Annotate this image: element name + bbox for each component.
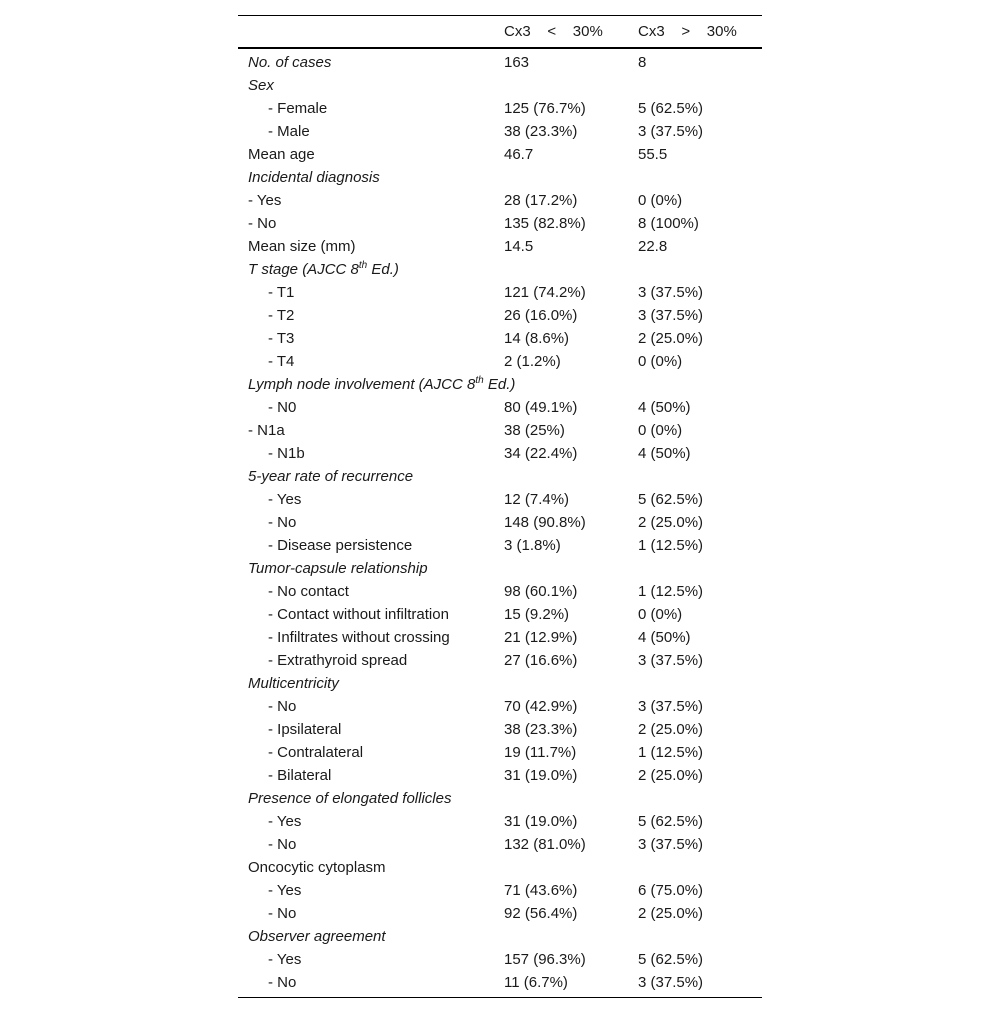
value-cx3-above-30: 22.8 [638, 238, 668, 255]
value-cx3-below-30: 38 (23.3%) [504, 123, 578, 140]
table-row [238, 557, 762, 580]
table-bottom-rule [238, 997, 762, 998]
row-label-text: - T3 [268, 330, 295, 347]
table-row [238, 304, 762, 327]
row-label [268, 974, 296, 992]
value-cx3-above-30: 4 (50%) [638, 399, 691, 416]
row-label [268, 583, 349, 601]
value-cx3-above-30: 4 (50%) [638, 445, 691, 462]
row-label [268, 514, 296, 532]
row-label-text: - Contact without infiltration [268, 606, 449, 623]
row-label [268, 836, 296, 854]
value-cx3-above-30: 2 (25.0%) [638, 721, 704, 738]
value-cx3-above-30: 0 (0%) [638, 353, 683, 370]
row-label [248, 859, 386, 877]
row-label-text: - N1b [268, 445, 305, 462]
table-row [238, 51, 762, 74]
row-label-text: - No [268, 698, 297, 715]
row-label-text: - No [268, 974, 297, 991]
table-row [238, 695, 762, 718]
table-row [238, 580, 762, 603]
value-cx3-below-30: 92 (56.4%) [504, 905, 578, 922]
value-cx3-below-30: 34 (22.4%) [504, 445, 578, 462]
row-label-text: - No [268, 836, 297, 853]
row-label [268, 353, 294, 371]
row-label [268, 744, 363, 762]
value-cx3-above-30: 5 (62.5%) [638, 100, 704, 117]
row-label-text: Presence of elongated follicles [248, 790, 452, 807]
row-label-text: Mean size (mm) [248, 238, 356, 255]
value-cx3-below-30: 70 (42.9%) [504, 698, 578, 715]
row-label [248, 928, 386, 946]
row-label-text: - T1 [268, 284, 295, 301]
table-row [238, 143, 762, 166]
row-label-text: - T4 [268, 353, 295, 370]
value-cx3-below-30: 125 (76.7%) [504, 100, 586, 117]
value-cx3-above-30: 8 (100%) [638, 215, 699, 232]
row-label [268, 767, 331, 785]
row-label [248, 215, 276, 233]
row-label-text: - No [268, 905, 297, 922]
value-cx3-above-30: 4 (50%) [638, 629, 691, 646]
row-label [268, 399, 296, 417]
row-label [268, 905, 296, 923]
row-label [248, 77, 274, 95]
value-cx3-below-30: 46.7 [504, 146, 534, 163]
row-label-text: Lymph node involvement (AJCC 8 [248, 376, 476, 393]
value-cx3-above-30: 2 (25.0%) [638, 514, 704, 531]
value-cx3-below-30: 163 [504, 54, 530, 71]
row-label [248, 675, 339, 693]
row-label-text: - Yes [268, 882, 302, 899]
row-label [248, 146, 315, 164]
table-row [238, 856, 762, 879]
table-body [238, 49, 762, 997]
value-cx3-above-30: 2 (25.0%) [638, 767, 704, 784]
row-label-text: - Contralateral [268, 744, 364, 761]
value-cx3-above-30: 3 (37.5%) [638, 836, 704, 853]
row-label-text: 5-year rate of recurrence [248, 468, 414, 485]
value-cx3-below-30: 28 (17.2%) [504, 192, 578, 209]
value-cx3-below-30: 31 (19.0%) [504, 813, 578, 830]
value-cx3-above-30: 3 (37.5%) [638, 652, 704, 669]
row-label-text: Mean age [248, 146, 315, 163]
value-cx3-below-30: 121 (74.2%) [504, 284, 586, 301]
value-cx3-above-30: 2 (25.0%) [638, 905, 704, 922]
table-row [238, 511, 762, 534]
table-row [238, 419, 762, 442]
value-cx3-below-30: 11 (6.7%) [504, 974, 568, 991]
row-label-text: - Yes [268, 491, 302, 508]
row-label-text: - Ipsilateral [268, 721, 342, 738]
value-cx3-above-30: 1 (12.5%) [638, 537, 704, 554]
header-cx3-below-30: Cx3 < 30% [504, 23, 603, 40]
value-cx3-below-30: 157 (96.3%) [504, 951, 586, 968]
table-row [238, 534, 762, 557]
value-cx3-below-30: 148 (90.8%) [504, 514, 586, 531]
table-row [238, 281, 762, 304]
row-label [248, 261, 399, 279]
value-cx3-below-30: 19 (11.7%) [504, 744, 577, 761]
row-label [248, 238, 356, 256]
row-label [268, 445, 305, 463]
row-label-text: - N1a [248, 422, 285, 439]
table-row [238, 350, 762, 373]
value-cx3-above-30: 5 (62.5%) [638, 951, 704, 968]
table-row [238, 396, 762, 419]
row-label-text: Oncocytic cytoplasm [248, 859, 386, 876]
row-label [268, 882, 301, 900]
row-label [268, 698, 296, 716]
row-label [268, 330, 294, 348]
value-cx3-above-30: 2 (25.0%) [638, 330, 704, 347]
row-label-text: Observer agreement [248, 928, 386, 945]
row-label-text: - T2 [268, 307, 295, 324]
value-cx3-below-30: 38 (25%) [504, 422, 565, 439]
row-label [268, 721, 341, 739]
header-cx3-above-30: Cx3 > 30% [638, 23, 737, 40]
value-cx3-below-30: 2 (1.2%) [504, 353, 561, 370]
row-label-text: Multicentricity [248, 675, 339, 692]
row-label [248, 790, 451, 808]
table-row [238, 120, 762, 143]
row-label [248, 54, 331, 72]
table-row [238, 465, 762, 488]
row-label-text: - Infiltrates without crossing [268, 629, 450, 646]
row-label [268, 100, 327, 118]
table-row [238, 810, 762, 833]
value-cx3-below-30: 15 (9.2%) [504, 606, 570, 623]
row-label-text: Sex [248, 77, 274, 94]
value-cx3-below-30: 26 (16.0%) [504, 307, 578, 324]
table-row [238, 879, 762, 902]
value-cx3-below-30: 14.5 [504, 238, 534, 255]
row-label-suffix: Ed.) [367, 261, 399, 278]
value-cx3-below-30: 3 (1.8%) [504, 537, 561, 554]
table-row [238, 442, 762, 465]
table-row [238, 741, 762, 764]
table-row [238, 74, 762, 97]
value-cx3-below-30: 132 (81.0%) [504, 836, 586, 853]
value-cx3-above-30: 55.5 [638, 146, 668, 163]
row-label-text: - Female [268, 100, 328, 117]
value-cx3-below-30: 71 (43.6%) [504, 882, 578, 899]
row-label-text: - No contact [268, 583, 349, 600]
table-row [238, 649, 762, 672]
table-row [238, 672, 762, 695]
row-label-text: - No [268, 514, 297, 531]
value-cx3-above-30: 5 (62.5%) [638, 491, 704, 508]
value-cx3-below-30: 12 (7.4%) [504, 491, 570, 508]
value-cx3-below-30: 21 (12.9%) [504, 629, 578, 646]
value-cx3-above-30: 3 (37.5%) [638, 974, 704, 991]
row-label [248, 560, 428, 578]
value-cx3-below-30: 80 (49.1%) [504, 399, 578, 416]
value-cx3-below-30: 14 (8.6%) [504, 330, 570, 347]
value-cx3-above-30: 3 (37.5%) [638, 284, 704, 301]
value-cx3-below-30: 38 (23.3%) [504, 721, 578, 738]
row-label-text: - Yes [248, 192, 282, 209]
row-label [268, 606, 449, 624]
value-cx3-above-30: 0 (0%) [638, 422, 683, 439]
table-row [238, 97, 762, 120]
row-label [268, 307, 294, 325]
row-label [268, 951, 301, 969]
value-cx3-below-30: 135 (82.8%) [504, 215, 586, 232]
row-label [268, 652, 407, 670]
table-row [238, 327, 762, 350]
row-label-text: - Yes [268, 813, 302, 830]
data-table [238, 15, 762, 998]
value-cx3-above-30: 1 (12.5%) [638, 744, 704, 761]
row-label [248, 169, 380, 187]
value-cx3-above-30: 3 (37.5%) [638, 307, 704, 324]
table-row [238, 166, 762, 189]
value-cx3-above-30: 8 [638, 54, 647, 71]
row-label [248, 192, 281, 210]
table-row [238, 212, 762, 235]
row-label-suffix: Ed.) [483, 376, 516, 393]
row-label-text: - Male [268, 123, 310, 140]
row-label-text: - Extrathyroid spread [268, 652, 408, 669]
row-label [268, 537, 412, 555]
table-row [238, 787, 762, 810]
row-label [268, 629, 450, 647]
row-label-superscript: th [358, 260, 368, 271]
table-row [238, 258, 762, 281]
row-label [248, 468, 413, 486]
value-cx3-above-30: 5 (62.5%) [638, 813, 704, 830]
row-label [268, 491, 301, 509]
row-label [248, 422, 285, 440]
table-row [238, 971, 762, 994]
row-label [268, 284, 294, 302]
value-cx3-above-30: 3 (37.5%) [638, 123, 704, 140]
row-label-text: - Yes [268, 951, 302, 968]
row-label-superscript: th [475, 375, 484, 386]
value-cx3-above-30: 6 (75.0%) [638, 882, 704, 899]
row-label [268, 813, 301, 831]
value-cx3-above-30: 3 (37.5%) [638, 698, 704, 715]
table-row [238, 603, 762, 626]
table-row [238, 373, 762, 396]
row-label [248, 376, 515, 394]
table-row [238, 488, 762, 511]
table-header-row [238, 16, 762, 47]
table-row [238, 764, 762, 787]
row-label-text: Tumor-capsule relationship [248, 560, 428, 577]
row-label [268, 123, 310, 141]
row-label-text: No. of cases [248, 54, 332, 71]
table-row [238, 925, 762, 948]
table-row [238, 948, 762, 971]
value-cx3-above-30: 1 (12.5%) [638, 583, 704, 600]
row-label-text: Incidental diagnosis [248, 169, 380, 186]
table-row [238, 718, 762, 741]
value-cx3-below-30: 31 (19.0%) [504, 767, 578, 784]
row-label-text: T stage (AJCC 8 [248, 261, 359, 278]
value-cx3-above-30: 0 (0%) [638, 192, 683, 209]
table-row [238, 189, 762, 212]
table-row [238, 902, 762, 925]
row-label-text: - No [248, 215, 277, 232]
value-cx3-below-30: 27 (16.6%) [504, 652, 578, 669]
table-row [238, 833, 762, 856]
table-row [238, 235, 762, 258]
row-label-text: - Disease persistence [268, 537, 413, 554]
table-row [238, 626, 762, 649]
value-cx3-above-30: 0 (0%) [638, 606, 683, 623]
row-label-text: - Bilateral [268, 767, 332, 784]
value-cx3-below-30: 98 (60.1%) [504, 583, 578, 600]
row-label-text: - N0 [268, 399, 297, 416]
